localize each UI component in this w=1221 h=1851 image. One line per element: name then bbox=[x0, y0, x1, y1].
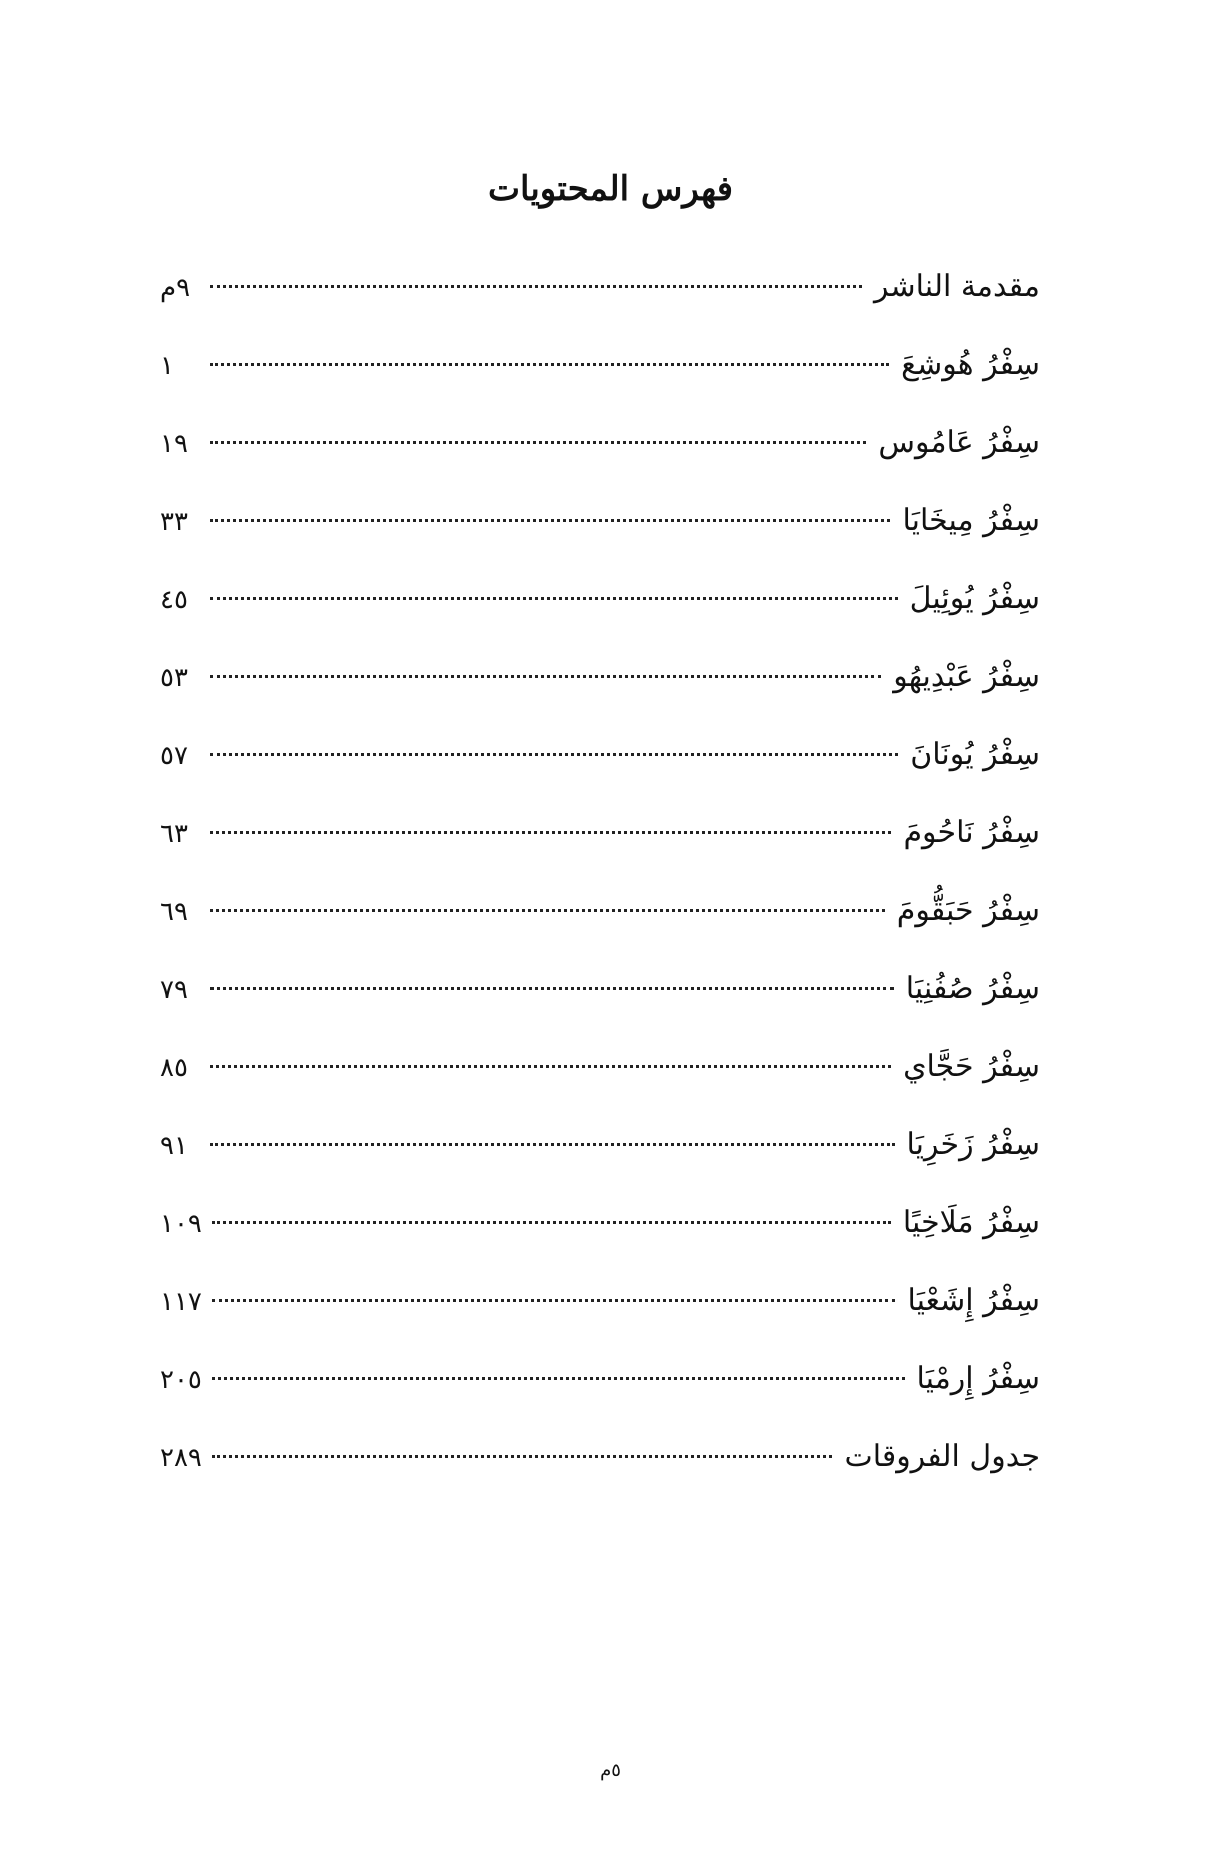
page-title: فهرس المحتويات bbox=[487, 169, 734, 209]
toc-leader-dots bbox=[210, 987, 894, 990]
toc-entry bbox=[160, 1045, 1040, 1123]
toc-entry-page: ٩م bbox=[160, 273, 191, 303]
toc-entry-page: ٣٣ bbox=[160, 507, 188, 537]
toc-entry bbox=[160, 499, 1040, 577]
toc-entry bbox=[160, 1435, 1040, 1513]
toc-entry-page: ٦٣ bbox=[160, 819, 188, 849]
toc-entry-label: سِفْرُ عَامُوس bbox=[878, 425, 1040, 460]
toc-entry-label: سِفْرُ هُوشِعَ bbox=[901, 347, 1040, 382]
toc-entry-label: سِفْرُ إِرمْيَا bbox=[916, 1361, 1040, 1396]
toc-leader-dots bbox=[212, 1377, 905, 1380]
toc-entry-label: سِفْرُ حَبَقُّومَ bbox=[896, 893, 1040, 928]
toc-entry-label: سِفْرُ مَلَاخِيًا bbox=[902, 1205, 1040, 1240]
toc-entry bbox=[160, 421, 1040, 499]
toc-entry-page: ٧٩ bbox=[160, 975, 188, 1005]
toc-entry-page: ١٩ bbox=[160, 429, 188, 459]
toc-leader-dots bbox=[212, 1299, 896, 1302]
toc-entry-label: سِفْرُ نَاحُومَ bbox=[903, 815, 1040, 850]
toc-leader-dots bbox=[210, 1143, 895, 1146]
toc-entry bbox=[160, 1357, 1040, 1435]
toc-entry-label: سِفْرُ حَجَّاي bbox=[903, 1049, 1040, 1084]
toc-entry-label: سِفْرُ يُونَانَ bbox=[910, 737, 1040, 772]
toc-entry-label: سِفْرُ إِشَعْيَا bbox=[907, 1283, 1040, 1318]
toc-entry bbox=[160, 265, 1040, 343]
toc-entry-page: ٤٥ bbox=[160, 585, 188, 615]
toc-entry-label: سِفْرُ مِيخَايَا bbox=[902, 503, 1040, 538]
toc-entry-label: سِفْرُ عَبْدِيهُو bbox=[893, 659, 1040, 694]
toc-entry-page: ٢٨٩ bbox=[160, 1443, 202, 1473]
toc-leader-dots bbox=[212, 1221, 891, 1224]
toc-entry-page: ١١٧ bbox=[160, 1287, 202, 1317]
toc-leader-dots bbox=[210, 909, 885, 912]
toc-entry-page: ١ bbox=[160, 351, 174, 381]
toc-leader-dots bbox=[210, 285, 862, 288]
toc-entry bbox=[160, 889, 1040, 967]
toc-entry-label: مقدمة الناشر bbox=[873, 269, 1040, 304]
toc-entry bbox=[160, 655, 1040, 733]
toc-entry-label: سِفْرُ زَخَرِيَا bbox=[906, 1127, 1040, 1162]
toc-leader-dots bbox=[210, 1065, 891, 1068]
toc-entry bbox=[160, 1201, 1040, 1279]
toc-entry-label: جدول الفروقات bbox=[844, 1439, 1040, 1474]
toc-entry bbox=[160, 733, 1040, 811]
toc-leader-dots bbox=[212, 1455, 833, 1458]
toc-entry-page: ١٠٩ bbox=[160, 1209, 202, 1239]
toc-entry-page: ٦٩ bbox=[160, 897, 188, 927]
toc-entry-page: ٥٣ bbox=[160, 663, 188, 693]
toc-leader-dots bbox=[210, 441, 866, 444]
toc-entry-page: ٢٠٥ bbox=[160, 1365, 202, 1395]
toc-entry bbox=[160, 811, 1040, 889]
toc-leader-dots bbox=[210, 831, 891, 834]
toc-leader-dots bbox=[210, 753, 898, 756]
toc-entry bbox=[160, 577, 1040, 655]
table-of-contents bbox=[160, 265, 1040, 1513]
toc-entry-page: ٩١ bbox=[160, 1131, 188, 1161]
toc-leader-dots bbox=[210, 363, 889, 366]
toc-entry bbox=[160, 1123, 1040, 1201]
toc-entry bbox=[160, 343, 1040, 421]
toc-entry-label: سِفْرُ يُوئِيلَ bbox=[909, 581, 1040, 616]
toc-entry-label: سِفْرُ صُفُنِيَا bbox=[905, 971, 1040, 1006]
toc-entry bbox=[160, 1279, 1040, 1357]
page-number: ٥م bbox=[600, 1760, 621, 1781]
toc-leader-dots bbox=[210, 519, 890, 522]
toc-leader-dots bbox=[210, 675, 881, 678]
toc-entry-page: ٨٥ bbox=[160, 1053, 188, 1083]
toc-entry bbox=[160, 967, 1040, 1045]
toc-entry-page: ٥٧ bbox=[160, 741, 188, 771]
toc-leader-dots bbox=[210, 597, 898, 600]
